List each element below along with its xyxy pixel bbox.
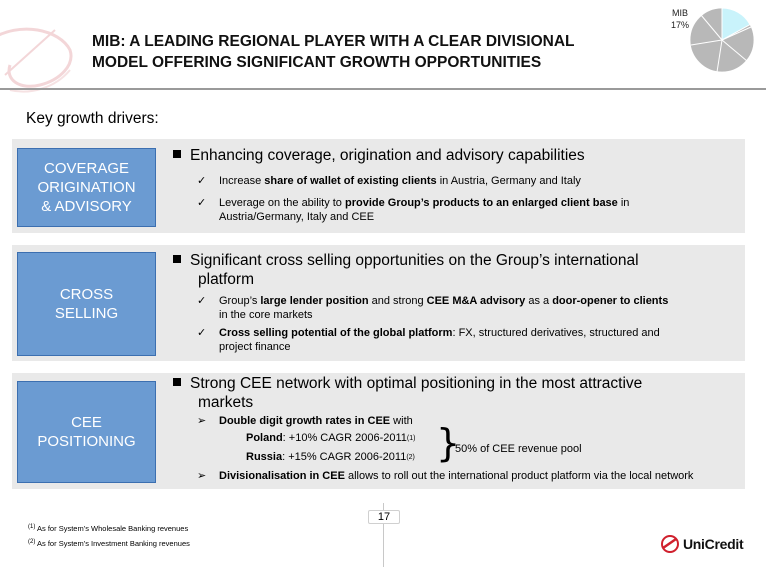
bullet-item: ✓ Increase share of wallet of existing clients in Austria, Germany and Italy [197, 175, 581, 187]
bullet-item: ✓ Leverage on the ability to provide Group’s products to an enlarged client base in Austria/Germany, Italy and CEE [197, 197, 630, 223]
page-number: 17 [368, 510, 400, 524]
cee-positioning-box [17, 381, 156, 483]
check-icon: ✓ [197, 327, 207, 339]
box-line: CROSS [59, 286, 114, 303]
arrow-bullet-icon: ➢ [197, 415, 207, 427]
unicredit-watermark-icon [0, 10, 80, 110]
box-line: POSITIONING [37, 433, 136, 450]
page-title [92, 31, 672, 73]
arrow-bullet-icon: ➢ [197, 470, 207, 482]
mib-share-pie-chart [689, 7, 755, 73]
check-icon: ✓ [197, 175, 207, 187]
check-icon: ✓ [197, 295, 207, 307]
section-heading: Significant cross selling opportunities on the Group’s international platform [173, 251, 639, 289]
bullet-item: ➢ Double digit growth rates in CEE with [197, 415, 413, 427]
cross-selling-box [17, 252, 156, 356]
cee-revenue-pool: 50% of CEE revenue pool [455, 443, 582, 455]
box-line: CEE [71, 414, 102, 431]
unicredit-logo-icon [660, 535, 680, 553]
bullet-item: ✓ Cross selling potential of the global platform: FX, structured derivatives, structured and project finance [197, 327, 660, 353]
right-brace-icon: } [436, 421, 461, 465]
footnote-2: $^{(2)}$ As for System’s Investment Banking revenues [28, 539, 190, 548]
box-line: & ADVISORY [41, 198, 132, 215]
header-divider [0, 88, 766, 90]
coverage-origination-advisory-box [17, 148, 156, 227]
square-bullet-icon [173, 255, 181, 263]
bullet-item: ➢ Divisionalisation in CEE allows to roll out the international product platform via the local network [197, 470, 694, 482]
bullet-item: ✓ Group’s large lender position and strong CEE M&A advisory as a door-opener to clients in the core markets [197, 295, 669, 321]
title-line-2: MODEL OFFERING SIGNIFICANT GROWTH OPPORTUNITIES [92, 54, 542, 71]
logo-wordmark: UniCredit [683, 536, 744, 552]
box-line: SELLING [54, 305, 119, 322]
poland-growth: Poland: +10% CAGR 2006-2011$^{(1)}$ [246, 432, 416, 444]
mib-share-text: 17% [670, 20, 689, 30]
check-icon: ✓ [197, 197, 207, 209]
mib-label-text: MIB [671, 8, 688, 18]
unicredit-logo [660, 535, 760, 553]
russia-growth: Russia: +15% CAGR 2006-2011$^{(2)}$ [246, 451, 415, 463]
box-line: COVERAGE [43, 160, 130, 177]
footnote-1: $^{(1)}$ As for System’s Wholesale Banking revenues [28, 524, 189, 533]
key-growth-drivers-label: Key growth drivers: [26, 110, 159, 127]
box-line: ORIGINATION [37, 179, 136, 196]
square-bullet-icon [173, 150, 181, 158]
section-heading: Strong CEE network with optimal positioning in the most attractive markets [173, 374, 642, 412]
square-bullet-icon [173, 378, 181, 386]
section-heading: Enhancing coverage, origination and advisory capabilities [173, 146, 585, 165]
title-line-1: MIB: A LEADING REGIONAL PLAYER WITH A CLEAR DIVISIONAL [92, 33, 575, 50]
